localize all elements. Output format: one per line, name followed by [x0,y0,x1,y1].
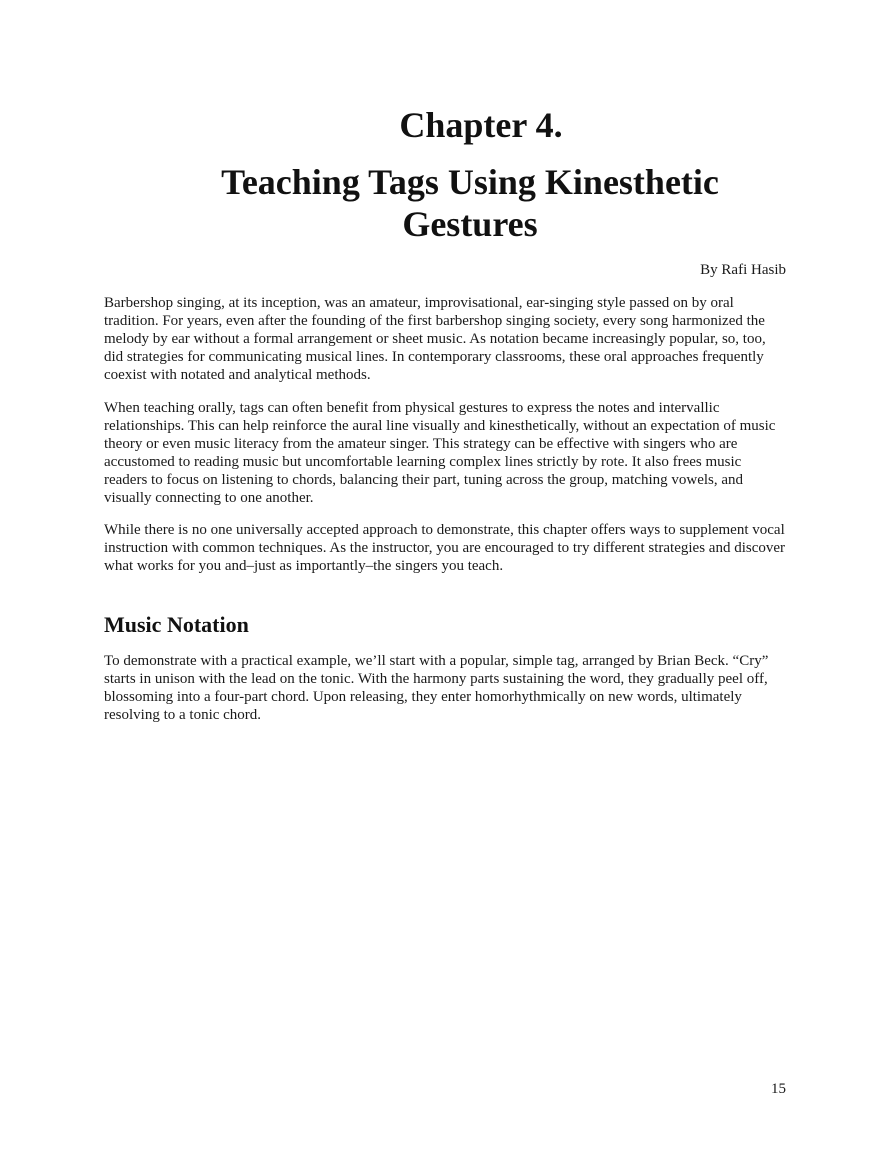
author-byline: By Rafi Hasib [700,262,786,278]
body-paragraph: While there is no one universally accepted approach to demonstrate, this chapter offers ways to supplement vocal instruction with common techniques. As the instructor, you are encouraged to try different strategies and discover what works for you and–just as importantly–the singers you teach. [104,522,786,574]
page-number: 15 [771,1081,786,1097]
section-paragraph: To demonstrate with a practical example, we’ll start with a popular, simple tag, arranged by Brian Beck. “Cry” starts in unison with the lead on the tonic. With the harmony parts sustaining the word, they gradually peel off, blossoming into a four-part chord. Upon releasing, they enter homorhythmically on new words, ultimately resolving to a tonic chord. [104,653,769,723]
body-paragraph: When teaching orally, tags can often benefit from physical gestures to express the notes and intervallic relationships. This can help reinforce the aural line visually and kinesthetically, without an expectation of music theory or even music literacy from the amateur singer. This strategy can be effective with singers who are accustomed to reading music but uncomfortable learning complex lines strictly by rote. It also frees music readers to focus on listening to chords, balancing their part, tuning across the group, matching vowels, and visually connecting to one another. [104,400,776,506]
chapter-title: Teaching Tags Using Kinesthetic Gestures [221,162,719,244]
body-paragraph: Barbershop singing, at its inception, was an amateur, improvisational, ear-singing style passed on by oral tradition. For years, even after the founding of the first barbershop singing society, every song harmonized the melody by ear without a formal arrangement or sheet music. As notation became increasingly popular, so, too, did strategies for communicating musical lines. In contemporary classrooms, these oral approaches frequently coexist with notated and analytical methods. [104,295,766,383]
section-heading: Music Notation [104,612,249,637]
chapter-number: Chapter 4. [399,105,563,145]
